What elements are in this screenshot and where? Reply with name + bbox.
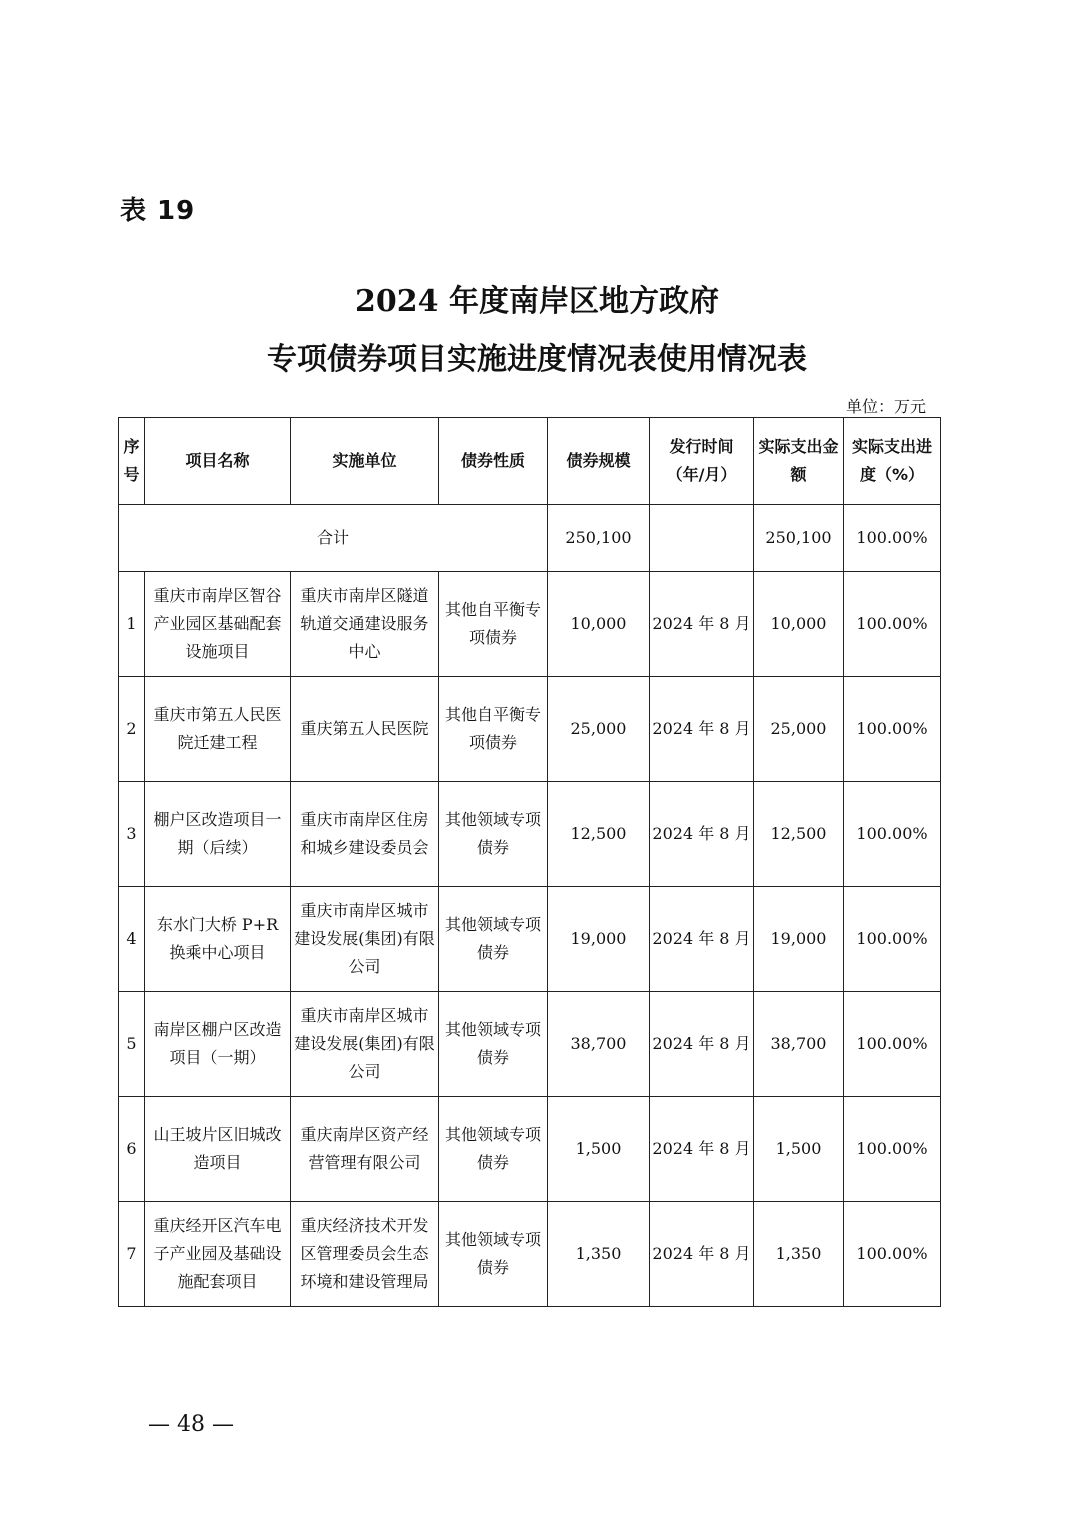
cell-issue-time: 2024 年 8 月 [650, 887, 754, 992]
cell-actual-spending: 12,500 [754, 782, 844, 887]
cell-seq: 1 [119, 572, 145, 677]
cell-spending-progress: 100.00% [844, 992, 941, 1097]
cell-bond-nature: 其他领域专项债券 [439, 1202, 548, 1307]
header-issue-time: 发行时间（年/月） [650, 418, 754, 505]
cell-project-name: 东水门大桥 P+R 换乘中心项目 [145, 887, 291, 992]
cell-seq: 7 [119, 1202, 145, 1307]
cell-implementing-unit: 重庆第五人民医院 [291, 677, 439, 782]
header-bond-nature: 债券性质 [439, 418, 548, 505]
cell-bond-scale: 25,000 [548, 677, 650, 782]
header-project-name: 项目名称 [145, 418, 291, 505]
cell-project-name: 棚户区改造项目一期（后续） [145, 782, 291, 887]
cell-bond-nature: 其他自平衡专项债券 [439, 572, 548, 677]
cell-spending-progress: 100.00% [844, 782, 941, 887]
table-row [119, 782, 941, 887]
total-time [650, 505, 754, 572]
document-title-line-2: 专项债券项目实施进度情况表使用情况表 [267, 342, 807, 377]
total-scale: 250,100 [548, 505, 650, 572]
cell-bond-nature: 其他领域专项债券 [439, 992, 548, 1097]
cell-bond-scale: 12,500 [548, 782, 650, 887]
cell-bond-scale: 38,700 [548, 992, 650, 1097]
cell-spending-progress: 100.00% [844, 572, 941, 677]
table-row [119, 572, 941, 677]
cell-seq: 2 [119, 677, 145, 782]
cell-project-name: 重庆市第五人民医院迁建工程 [145, 677, 291, 782]
cell-issue-time: 2024 年 8 月 [650, 1202, 754, 1307]
total-row [119, 505, 941, 572]
total-progress: 100.00% [844, 505, 941, 572]
cell-implementing-unit: 重庆市南岸区住房和城乡建设委员会 [291, 782, 439, 887]
cell-spending-progress: 100.00% [844, 1097, 941, 1202]
cell-seq: 3 [119, 782, 145, 887]
cell-project-name: 南岸区棚户区改造项目（一期） [145, 992, 291, 1097]
cell-bond-nature: 其他领域专项债券 [439, 782, 548, 887]
table-row [119, 1202, 941, 1307]
cell-seq: 5 [119, 992, 145, 1097]
cell-spending-progress: 100.00% [844, 887, 941, 992]
cell-bond-nature: 其他自平衡专项债券 [439, 677, 548, 782]
unit-label: 单位：万元 [846, 397, 927, 416]
cell-actual-spending: 25,000 [754, 677, 844, 782]
cell-issue-time: 2024 年 8 月 [650, 1097, 754, 1202]
cell-project-name: 山王坡片区旧城改造项目 [145, 1097, 291, 1202]
header-row [119, 418, 941, 505]
cell-bond-scale: 19,000 [548, 887, 650, 992]
cell-seq: 6 [119, 1097, 145, 1202]
cell-actual-spending: 10,000 [754, 572, 844, 677]
header-implementing-unit: 实施单位 [291, 418, 439, 505]
cell-implementing-unit: 重庆南岸区资产经营管理有限公司 [291, 1097, 439, 1202]
cell-actual-spending: 38,700 [754, 992, 844, 1097]
header-seq: 序号 [119, 418, 145, 505]
cell-bond-nature: 其他领域专项债券 [439, 1097, 548, 1202]
total-spent: 250,100 [754, 505, 844, 572]
cell-seq: 4 [119, 887, 145, 992]
cell-implementing-unit: 重庆市南岸区城市建设发展(集团)有限公司 [291, 992, 439, 1097]
cell-implementing-unit: 重庆市南岸区隧道轨道交通建设服务中心 [291, 572, 439, 677]
table-number: 表 19 [120, 196, 196, 226]
total-label: 合计 [119, 505, 548, 572]
cell-bond-scale: 1,500 [548, 1097, 650, 1202]
cell-actual-spending: 1,500 [754, 1097, 844, 1202]
document-title-line-1: 2024 年度南岸区地方政府 [355, 284, 719, 319]
header-actual-spending: 实际支出金额 [754, 418, 844, 505]
page-number: — 48 — [148, 1412, 234, 1437]
cell-project-name: 重庆市南岸区智谷产业园区基础配套设施项目 [145, 572, 291, 677]
table-row [119, 992, 941, 1097]
header-spending-progress: 实际支出进度（%） [844, 418, 941, 505]
cell-project-name: 重庆经开区汽车电子产业园及基础设施配套项目 [145, 1202, 291, 1307]
cell-spending-progress: 100.00% [844, 1202, 941, 1307]
cell-implementing-unit: 重庆经济技术开发区管理委员会生态环境和建设管理局 [291, 1202, 439, 1307]
table-row [119, 887, 941, 992]
cell-issue-time: 2024 年 8 月 [650, 677, 754, 782]
bond-progress-table [118, 417, 941, 1307]
cell-spending-progress: 100.00% [844, 677, 941, 782]
cell-implementing-unit: 重庆市南岸区城市建设发展(集团)有限公司 [291, 887, 439, 992]
cell-issue-time: 2024 年 8 月 [650, 572, 754, 677]
header-bond-scale: 债券规模 [548, 418, 650, 505]
cell-issue-time: 2024 年 8 月 [650, 782, 754, 887]
cell-actual-spending: 19,000 [754, 887, 844, 992]
cell-issue-time: 2024 年 8 月 [650, 992, 754, 1097]
table-row [119, 677, 941, 782]
cell-bond-nature: 其他领域专项债券 [439, 887, 548, 992]
cell-bond-scale: 10,000 [548, 572, 650, 677]
cell-bond-scale: 1,350 [548, 1202, 650, 1307]
cell-actual-spending: 1,350 [754, 1202, 844, 1307]
table-row [119, 1097, 941, 1202]
